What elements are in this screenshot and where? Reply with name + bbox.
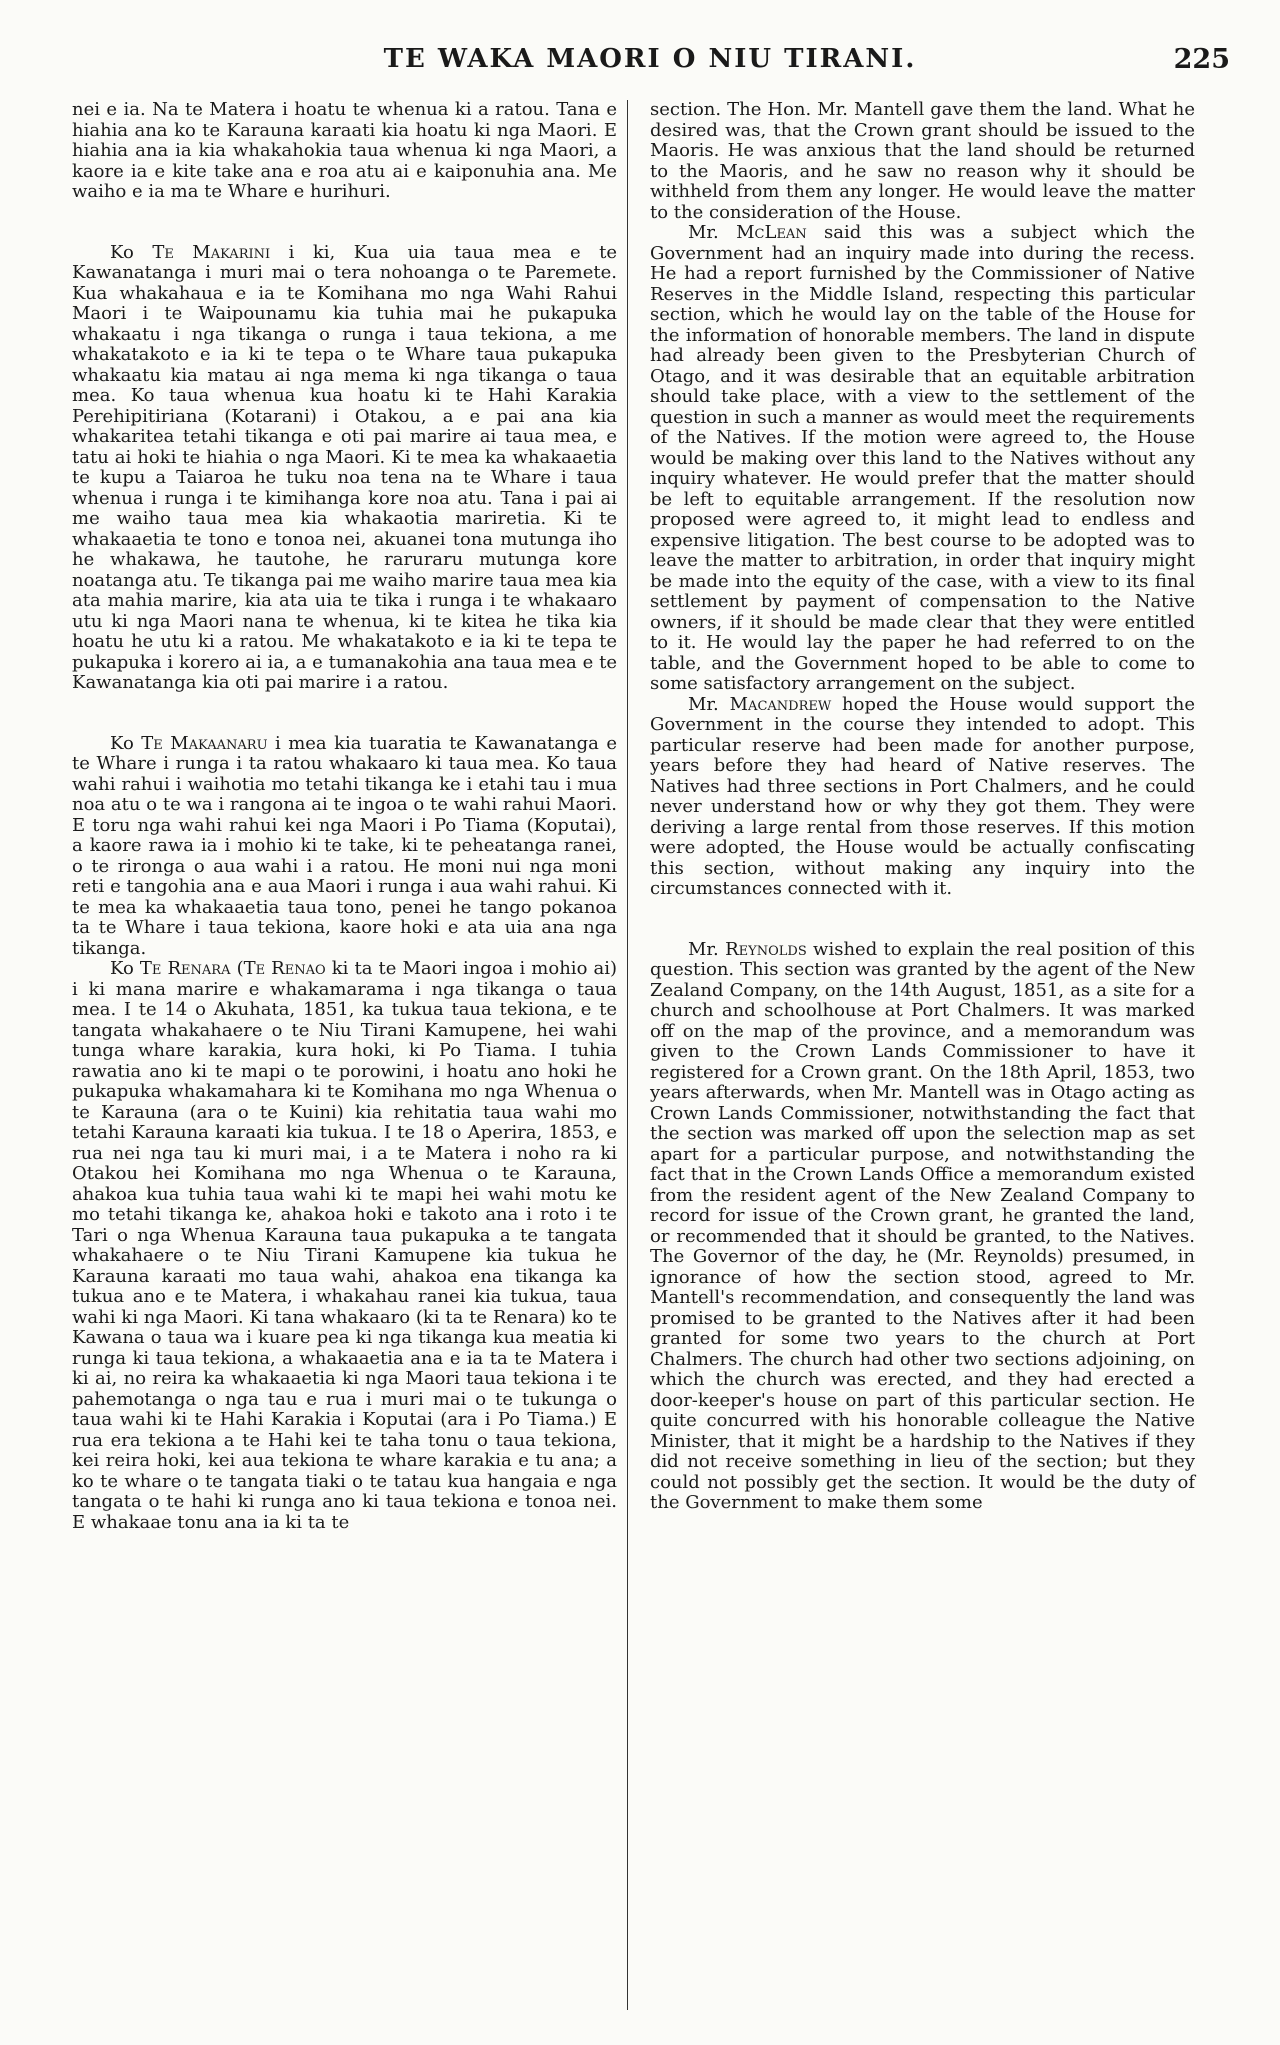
page-header [70, 44, 1230, 84]
paragraph: section. The Hon. Mr. Mantell gave them the land. What he desired was, that the Crown grant should be issued to the Maoris. He was anxious that the land should be returned to the Maoris, and he saw no reason why it should be withheld from them any longer. He would leave the matter to the consideration of the House. [650, 99, 1195, 223]
column-divider [627, 100, 628, 2010]
maori-text-column [72, 100, 617, 1533]
paragraph: nei e ia. Na te Matera i hoatu te whenua ki a ratou. Tana e hiahia ana ko te Karauna karaati kia hoatu ki nga Maori. E hiahia ana ia kia whakahokia taua whenua ki nga Maori, a kaore ia e kite take ana e roa atu ai e kaiponuhia ana. Me waiho e ia ma te Whare e hurihuri. [72, 99, 617, 202]
page-number: 225 [1173, 44, 1230, 75]
paragraph-lead: Mr. [688, 693, 719, 715]
speaker-name: Reynolds [725, 938, 807, 960]
paragraph-body: i mea kia tuaratia te Kawanatanga e te Whare i runga i ta ratou whakaaro ki taua mea. Ko taua wahi rahui i waihotia mo tetahi tikanga ke i etahi tau i mua noa atu o te wa i rangona ai te ingoa o te wahi rahui Maori. E toru nga wahi rahui kei nga Maori i Po Tiama (Koputai), a kaore rawa ia i mohio ki te take, ki te peheatanga ranei, o te rironga o aua wahi i a ratou. He moni nui nga moni reti e tangohia ana e aua Maori i runga i aua wahi rahui. Ki te mea ka whakaaetia taua tono, penei he tango pokanoa ta te Whare i taua tekiona, kaore hoki e ata uia ana nga tikanga. [72, 732, 617, 959]
speaker-name: Te Makaanaru [141, 732, 268, 754]
paragraph-lead: Ko [110, 241, 134, 263]
speaker-alias: (Te Renao [236, 958, 326, 979]
paragraph-lead: Ko [110, 732, 134, 754]
paragraph-body: i ki, Kua uia taua mea e te Kawanatanga i muri mai o tera nohoanga o te Paremete. Kua whakahaua e ia te Komihana mo nga Wahi Rahui Maori i te Waipounamu kia tuhia mai he pukapuka whakaatu i nga tikanga o runga i taua tekiona, a me whakatakoto e ia ki te tepa o te Whare taua pukapuka whakaatu kia matau ai nga mema ki nga tikanga o taua mea. Ko taua whenua kua hoatu ki te Hahi Karakia Perehipitiriana (Kotarani) i Otakou, a e pai ana kia whakaritea tetahi tikanga e oti pai marire ai taua mea, e tatu ai hoki te hiahia o nga Maori. Ki te mea ka whakaaetia te kupu a Taiaroa he tuku noa tena na te Whare i taua whenua i runga i te kimihanga kore noa atu. Tana i pai ai me waiho taua mea kia whakaotia mariretia. Ki te whakaaetia te tono e tonoa nei, akuanei tona mutunga iho he whakawa, he tautohe, he raruraru mutunga kore noatanga atu. Te tikanga pai me waiho marire taua mea kia ata mahia marire, kia ata uia te tika i runga i te whakaaro utu ki nga Maori nana te whenua, ki te kitea he tika kia hoatu he utu ki a ratou. Me whakatakoto e ia ki te tepa te pukapuka i korero ai ia, a e tumanakohia ana taua mea e te Kawanatanga kia oti pai marire i a ratou. [72, 241, 617, 693]
paragraph-lead: Ko [110, 958, 134, 979]
paragraph-lead: Mr. [688, 222, 719, 243]
paragraph-body: ki ta te Maori ingoa i mohio ai) i ki mana marire e whakamarama i nga tikanga o taua mea. I te 14 o Akuhata, 1851, ka tukua taua tekiona, e te tangata whakahaere o te Niu Tirani Kamupene, hei wahi tunga whare karakia, kura hoki, ki Po Tiama. I tuhia rawatia ano ki te mapi o te porowini, i hoatu ano hoki he pukapuka whakamahara ki te Komihana mo nga Whenua o te Karauna (ara o te Kuini) kia rehitatia taua wahi mo tetahi Karauna karaati kia tukua. I te 18 o Aperira, 1853, e rua nei nga tau ki muri mai, i a te Matera i noho ra ki Otakou hei Komihana mo nga Whenua o te Karauna, ahakoa kua tuhia taua wahi ki te mapi hei wahi motu ke mo tetahi tikanga ke, ahakoa hoki e takoto ana i roto i te Tari o nga Whenua Karauna taua pukapuka a te tangata whakahaere o te Niu Tirani Kamupene kia tukua he Karauna karaati mo taua wahi, ahakoa ena tikanga ka tukua ano e te Matera, i whakahau ranei kia tukua, taua wahi ki nga Maori. Ki tana whakaaro (ki ta te Renara) ko te Kawana o taua wa i kuare pea ki nga tikanga kua meatia ki runga ki taua tekiona, a whakaaetia ana e ia ta te Matera i ki ai, no reira ka whakaaetia ki nga Maori taua tekiona i te pahemotanga o nga tau e rua i muri mai o te tukunga o taua wahi ki te Hahi Karakia i Koputai (ara i Po Tiama.) E rua era tekiona a te Hahi kei te taha tonu o taua tekiona, kei reira hoki, kei aua tekiona te whare karakia e tu ana; a ko te whare o te tangata tiaki o te tatau kua hangaia e nga tangata o te hahi ki runga ano ki taua tekiona e tonoa nei. E whakaae tonu ana ia ki ta te [72, 958, 617, 1533]
speaker-name: Macandrew [729, 693, 832, 715]
paragraph [650, 223, 1195, 695]
speaker-name: McLean [736, 222, 807, 243]
paragraph-body: said this was a subject which the Government had an inquiry made into during the recess. He had a report furnished by the Commissioner of Native Reserves in the Middle Island, respecting this particular section, which he would lay on the table of the House for the information of honorable members. The land in dispute had already been given to the Presbyterian Church of Otago, and it was desirable that an equitable arbitration should take place, with a view to the settlement of the question in such a manner as would meet the requirements of the Natives. If the motion were agreed to, the House would be making over this land to the Natives without any inquiry whatever. He would prefer that the matter should be left to equitable arrangement. If the resolution now proposed were agreed to, it might lead to endless and expensive litigation. The best course to be adopted was to leave the matter to arbitration, in order that inquiry might be made into the equity of the case, with a view to its final settlement by payment of compensation to the Native owners, if it should be made clear that they were entitled to it. He would lay the paper he had referred to on the table, and the Government hoped to be able to come to some satisfactory arrangement on the subject. [650, 222, 1195, 694]
paragraph [72, 734, 617, 960]
paragraph [72, 243, 617, 694]
paragraph-lead: Mr. [688, 938, 719, 960]
paragraph [650, 940, 1195, 1514]
paragraph-body: hoped the House would support the Government in the course they intended to adopt. This particular reserve had been made for another purpose, years before they had heard of Native reserves. The Natives had three sections in Port Chalmers, and he could never understand how or why they got them. They were deriving a large rental from those reserves. If this motion were adopted, the House would be actually confiscating this section, without making any inquiry into the circumstances connected with it. [650, 693, 1195, 899]
speaker-name: Te Makarini [152, 241, 271, 263]
paragraph [72, 959, 617, 1533]
paragraph [650, 695, 1195, 900]
paragraph-body: wished to explain the real position of this question. This section was granted by the agent of the New Zealand Company, on the 14th August, 1851, as a site for a church and schoolhouse at Port Chalmers. It was marked off on the map of the province, and a memorandum was given to the Crown Lands Commissioner to have it registered for a Crown grant. On the 18th April, 1853, two years afterwards, when Mr. Mantell was in Otago acting as Crown Lands Commissioner, notwithstanding the fact that the section was marked off upon the selection map as set apart for a particular purpose, and notwithstanding the fact that in the Crown Lands Office a memorandum existed from the resident agent of the New Zealand Company to record for issue of the Crown grant, he granted the land, or recommended that it should be granted, to the Natives. The Governor of the day, he (Mr. Reynolds) presumed, in ignorance of how the section stood, agreed to Mr. Mantell's recommendation, and consequently the land was promised to be granted to the Natives after it had been granted for some two years to the church at Port Chalmers. The church had other two sections adjoining, on which the church was erected, and they had erected a door-keeper's house on part of this particular section. He quite concurred with his honorable colleague the Native Minister, that it might be a hardship to the Natives if they did not receive something in lieu of the section; but they could not possibly get the section. It would be the duty of the Government to make them some [650, 938, 1195, 1513]
speaker-name: Te Renara [139, 958, 231, 979]
running-title: TE WAKA MAORI O NIU TIRANI. [383, 44, 917, 74]
english-text-column [650, 100, 1195, 1514]
